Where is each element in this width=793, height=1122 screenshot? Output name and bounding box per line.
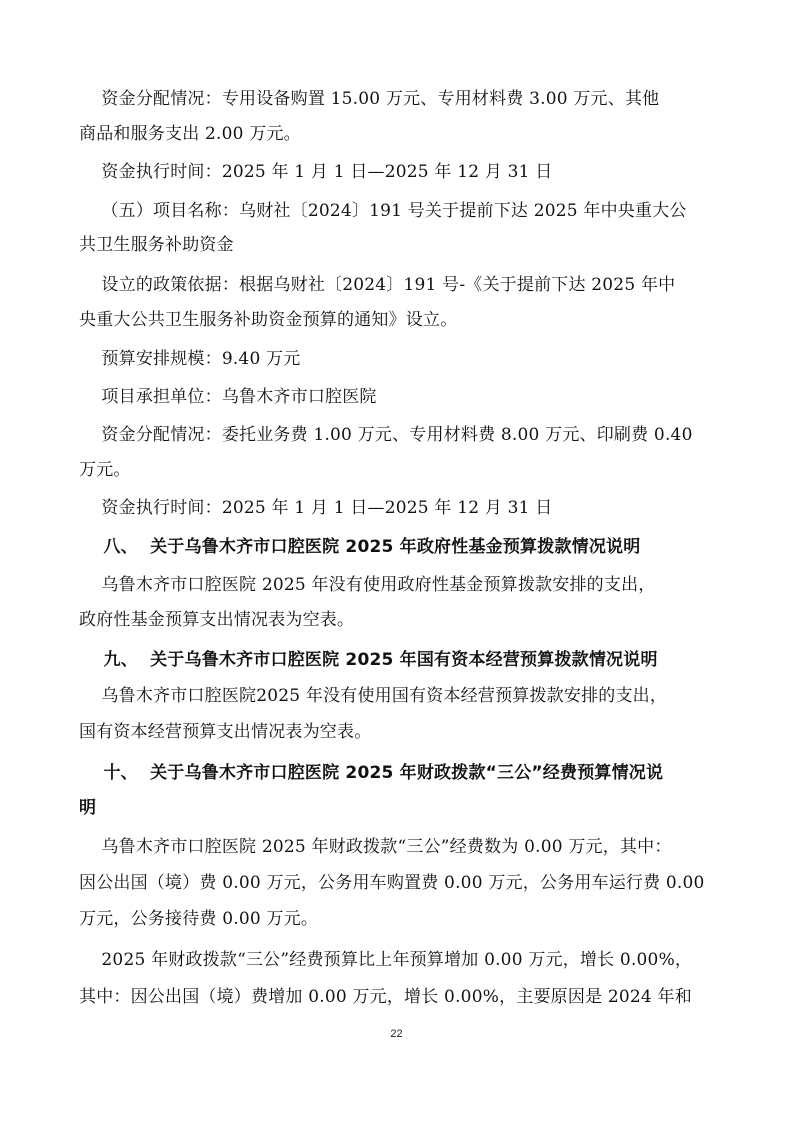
- paragraph-line: 乌鲁木齐市口腔医院 2025 年财政拨款“三公”经费数为 0.00 万元，其中：: [79, 837, 672, 857]
- paragraph-line: 资金执行时间：2025 年 1 月 1 日—2025 年 12 月 31 日: [79, 498, 553, 518]
- paragraph-line: 万元，公务接待费 0.00 万元。: [79, 909, 319, 929]
- section-heading-8: 八、 关于乌鲁木齐市口腔医院 2025 年政府性基金预算拨款情况说明: [79, 537, 641, 557]
- section-heading-10: 十、 关于乌鲁木齐市口腔医院 2025 年财政拨款“三公”经费预算情况说: [79, 763, 664, 783]
- paragraph-line: 乌鲁木齐市口腔医院 2025 年没有使用政府性基金预算拨款安排的支出，: [79, 575, 656, 595]
- paragraph-line: 2025 年财政拨款“三公”经费预算比上年预算增加 0.00 万元，增长 0.00%，: [79, 950, 693, 970]
- paragraph-line: 共卫生服务补助资金: [79, 235, 234, 255]
- section-heading-10-continued: 明: [79, 798, 97, 818]
- paragraph-line: 国有资本经营预算支出情况表为空表。: [79, 722, 372, 742]
- paragraph-line: 乌鲁木齐市口腔医院2025 年没有使用国有资本经营预算拨款安排的支出，: [79, 686, 668, 706]
- paragraph-line: 商品和服务支出 2.00 万元。: [79, 124, 301, 144]
- paragraph-line: 项目承担单位：乌鲁木齐市口腔医院: [79, 387, 377, 407]
- paragraph-line: 其中：因公出国（境）费增加 0.00 万元，增长 0.00%，主要原因是 2024 年和: [79, 987, 692, 1007]
- paragraph-line: 资金分配情况：委托业务费 1.00 万元、专用材料费 8.00 万元、印刷费 0.40: [79, 425, 693, 445]
- paragraph-line: 万元。: [79, 460, 131, 480]
- paragraph-line: 因公出国（境）费 0.00 万元，公务用车购置费 0.00 万元，公务用车运行费 0.00: [79, 873, 705, 893]
- paragraph-line: 设立的政策依据：根据乌财社〔2024〕191 号-《关于提前下达 2025 年中: [79, 275, 676, 295]
- paragraph-line: （五）项目名称：乌财社〔2024〕191 号关于提前下达 2025 年中央重大公: [79, 201, 687, 221]
- page-number: 22: [390, 1028, 403, 1040]
- paragraph-line: 政府性基金预算支出情况表为空表。: [79, 610, 355, 630]
- paragraph-line: 预算安排规模：9.40 万元: [79, 349, 301, 369]
- section-heading-9: 九、 关于乌鲁木齐市口腔医院 2025 年国有资本经营预算拨款情况说明: [79, 650, 658, 670]
- paragraph-line: 资金执行时间：2025 年 1 月 1 日—2025 年 12 月 31 日: [79, 162, 553, 182]
- paragraph-line: 央重大公共卫生服务补助资金预算的通知》设立。: [79, 310, 458, 330]
- paragraph-line: 资金分配情况：专用设备购置 15.00 万元、专用材料费 3.00 万元、其他: [79, 89, 660, 109]
